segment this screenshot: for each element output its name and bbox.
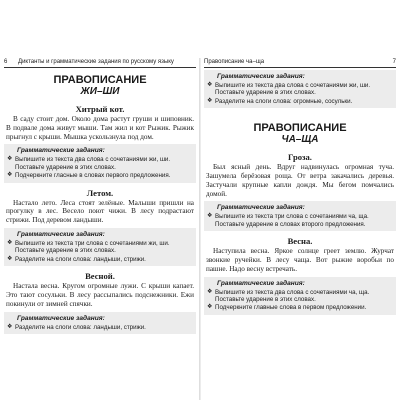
left-page	[4, 58, 196, 400]
task-item	[7, 324, 193, 331]
story-text: Наступила весна. Яркое солнце греет землю. Журчат звонкие ручейки. В лесу чаща. Вот рыжие воробьи по пашне. Надо весну встречать.	[206, 247, 394, 273]
right-running-head-text: Правописание ча–ща	[204, 59, 265, 65]
task-item	[207, 304, 393, 311]
task-item	[207, 82, 393, 97]
task-text: Разделите на слоги слова: ландыши, стрижи.	[15, 255, 146, 263]
task-item	[7, 156, 193, 171]
story-title: Весна.	[287, 236, 313, 247]
grammar-tasks	[4, 312, 196, 334]
story	[4, 270, 196, 334]
task-text: Разделите на слоги слова: ландыши, стрижи.	[15, 323, 146, 331]
grammar-tasks	[204, 70, 396, 108]
grammar-tasks	[204, 201, 396, 231]
diamond-bullet-icon: ❖	[7, 255, 13, 262]
story-text: Настало лето. Леса стоят зелёные. Малыши пришли на прогулку в лес. Весело поют чижи. В лесу подрастают стрижи. Под деревом ландыши.	[6, 198, 194, 225]
diamond-bullet-icon: ❖	[207, 304, 213, 311]
diamond-bullet-icon: ❖	[207, 213, 213, 220]
task-text: Выпишите из текста три слова с сочетаниями жи, ши. Поставьте ударение в этих словах.	[15, 240, 170, 255]
task-item	[7, 172, 193, 179]
right-chapter-title	[204, 122, 396, 145]
chapter-subtitle: ЧА–ЩА	[281, 134, 319, 146]
left-running-head-text: Диктанты и грамматические задания по русскому языку	[18, 59, 174, 65]
story	[204, 151, 396, 231]
task-text: Выпишите из текста два слова с сочетаниями жи, ши. Поставьте ударение в этих словах.	[15, 156, 171, 171]
diamond-bullet-icon: ❖	[207, 82, 213, 88]
diamond-bullet-icon: ❖	[7, 172, 13, 179]
task-text: Разделите на слоги слова: огромные, сосульки.	[215, 97, 353, 105]
tasks-header: Грамматические задания:	[217, 279, 305, 287]
grammar-tasks	[4, 228, 196, 266]
story-text: В саду стоит дом. Около дома растут груши и шиповник. В подвале дома живут мыши. Там жил и кот Рыжик. Рыжик прыгнул с крыши. Мышка ускользнула под дом.	[6, 115, 194, 141]
story	[4, 187, 196, 267]
task-item	[7, 240, 193, 255]
task-item	[207, 98, 393, 105]
story-title: Летом.	[86, 187, 114, 198]
chapter-title: ПРАВОПИСАНИЕ	[253, 122, 347, 135]
diamond-bullet-icon: ❖	[7, 240, 13, 246]
story	[4, 103, 196, 183]
story-text: Настала весна. Кругом огромные лужи. С крыши капает. Это тают сосульки. В лесу рассыпались подснежники. Ежи покинули от зимней спячки.	[6, 282, 194, 308]
left-running-head	[4, 58, 196, 68]
book-spine	[199, 58, 201, 400]
task-text: Выпишите из текста два слова с сочетаниями жи, ши. Поставьте ударение в этих словах.	[215, 82, 371, 97]
story-text: Был ясный день. Вдруг надвинулась огромная туча. Зашумела берёзовая роща. От ветра закачались деревья. Застучали крупные капли дождя. Мы бегом помчались домой.	[206, 163, 394, 198]
chapter-title: ПРАВОПИСАНИЕ	[53, 74, 147, 86]
task-item	[7, 256, 193, 263]
story-title: Весной.	[85, 271, 115, 282]
left-page-number: 6	[4, 59, 8, 65]
grammar-tasks	[4, 144, 196, 182]
task-text: Выпишите из текста три слова с сочетаниями ча, ща. Поставьте ударение в словах второго предложения.	[215, 213, 369, 228]
story	[204, 235, 396, 315]
book-spread	[0, 34, 400, 400]
task-text: Подчеркните главные слова в первом предложении.	[215, 304, 367, 312]
left-chapter-title	[4, 74, 196, 97]
task-item	[207, 289, 393, 304]
story-title: Гроза.	[288, 152, 312, 163]
tasks-header: Грамматические задания:	[17, 314, 105, 322]
diamond-bullet-icon: ❖	[207, 97, 213, 104]
right-page-number: 7	[392, 59, 396, 65]
diamond-bullet-icon: ❖	[7, 156, 13, 163]
task-text: Подчеркните гласные в словах первого предложения.	[15, 172, 171, 180]
right-page	[204, 58, 396, 400]
story-title: Хитрый кот.	[75, 104, 125, 114]
tasks-header: Грамматические задания:	[17, 147, 105, 155]
diamond-bullet-icon: ❖	[7, 323, 13, 330]
tasks-header: Грамматические задания:	[17, 231, 105, 238]
task-text: Выпишите из текста два слова с сочетаниями ча, ща. Поставьте ударение в этих словах.	[215, 288, 370, 304]
tasks-header: Грамматические задания:	[217, 204, 305, 212]
chapter-subtitle: ЖИ–ШИ	[80, 86, 120, 97]
task-item	[207, 213, 393, 228]
tasks-header: Грамматические задания:	[217, 73, 305, 80]
grammar-tasks	[204, 277, 396, 315]
diamond-bullet-icon: ❖	[207, 288, 213, 295]
right-running-head	[204, 58, 396, 68]
